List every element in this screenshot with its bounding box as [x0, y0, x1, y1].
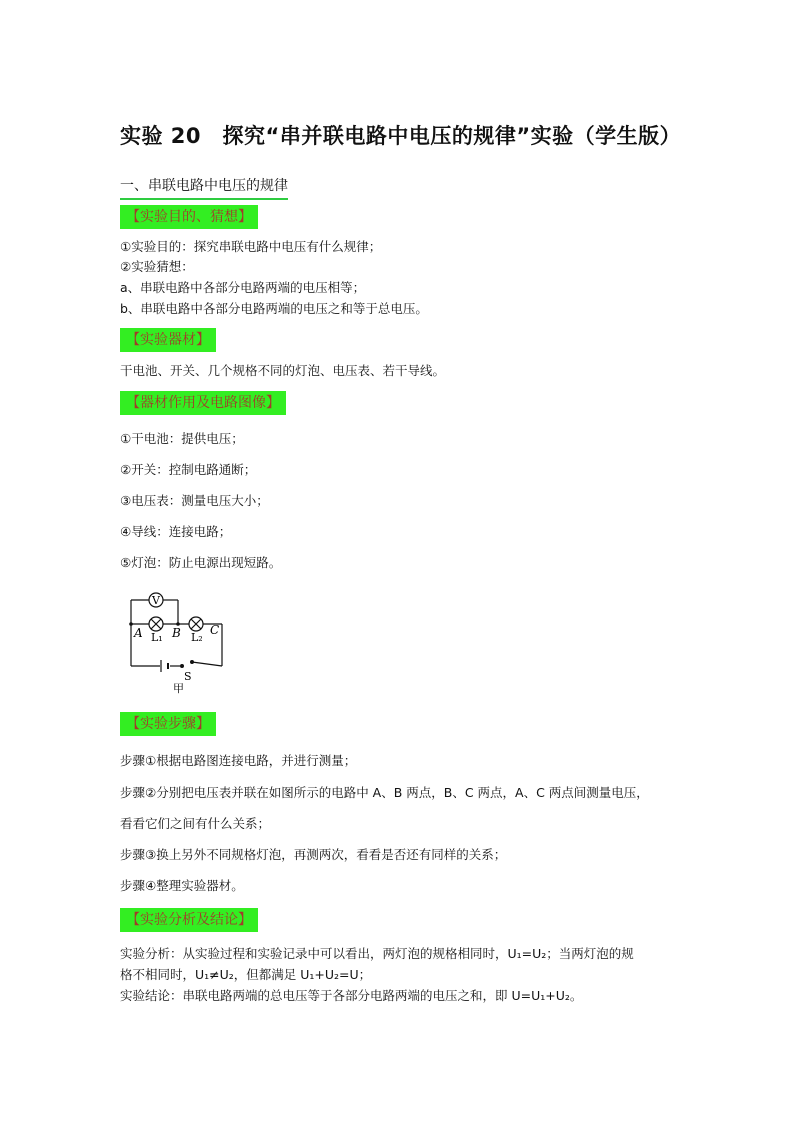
tag-purpose: 【实验目的、猜想】 — [120, 205, 258, 229]
purpose-line-2: ②实验猜想： — [120, 259, 194, 274]
purpose-line-4: b、串联电路中各部分电路两端的电压之和等于总电压。 — [120, 301, 428, 316]
equipment-text: 干电池、开关、几个规格不同的灯泡、电压表、若干导线。 — [120, 363, 446, 378]
page-title: 实验 20 探究“串并联电路中电压的规律”实验（学生版） — [120, 124, 682, 148]
step-line-2: 步骤②分别把电压表并联在如图所示的电路中 A、B 两点，B、C 两点，A、C 两点间测量电压， — [120, 785, 649, 800]
function-line-4: ④导线：连接电路； — [120, 524, 232, 539]
function-line-2: ②开关：控制电路通断； — [120, 462, 257, 477]
section-heading-series-voltage: 一、串联电路中电压的规律 — [120, 175, 288, 200]
function-line-5: ⑤灯泡：防止电源出现短路。 — [120, 555, 282, 570]
tag-analysis: 【实验分析及结论】 — [120, 908, 258, 932]
junction-a — [129, 622, 133, 626]
circuit-caption: 甲 — [173, 682, 184, 694]
step-line-1: 步骤①根据电路图连接电路，并进行测量； — [120, 753, 357, 768]
purpose-line-3: a、串联电路中各部分电路两端的电压相等； — [120, 280, 366, 295]
tag-function: 【器材作用及电路图像】 — [120, 391, 286, 415]
point-a-label: A — [134, 626, 143, 640]
tag-steps: 【实验步骤】 — [120, 712, 216, 736]
point-b-label: B — [172, 626, 181, 640]
step-line-3: 看看它们之间有什么关系； — [120, 816, 271, 831]
function-line-3: ③电压表：测量电压大小； — [120, 493, 269, 508]
series-circuit-diagram — [118, 588, 238, 694]
function-line-1: ①干电池：提供电压； — [120, 431, 244, 446]
step-line-4: 步骤③换上另外不同规格灯泡，再测两次，看看是否还有同样的关系； — [120, 847, 507, 862]
tag-equipment: 【实验器材】 — [120, 328, 216, 352]
analysis-line-3: 实验结论：串联电路两端的总电压等于各部分电路两端的电压之和，即 U=U₁+U₂。 — [120, 988, 583, 1003]
point-c-label: C — [210, 623, 220, 637]
switch-label: S — [184, 670, 192, 683]
step-line-5: 步骤④整理实验器材。 — [120, 878, 244, 893]
voltmeter-label: V — [152, 594, 160, 607]
analysis-line-2: 格不相同时，U₁≠U₂，但都满足 U₁+U₂=U； — [120, 967, 372, 982]
lamp1-label: L₁ — [151, 631, 163, 644]
purpose-line-1: ①实验目的：探究串联电路中电压有什么规律； — [120, 239, 382, 254]
analysis-line-1: 实验分析：从实验过程和实验记录中可以看出，两灯泡的规格相同时，U₁=U₂；当两灯泡的规 — [120, 946, 634, 961]
lamp2-label: L₂ — [191, 631, 203, 644]
